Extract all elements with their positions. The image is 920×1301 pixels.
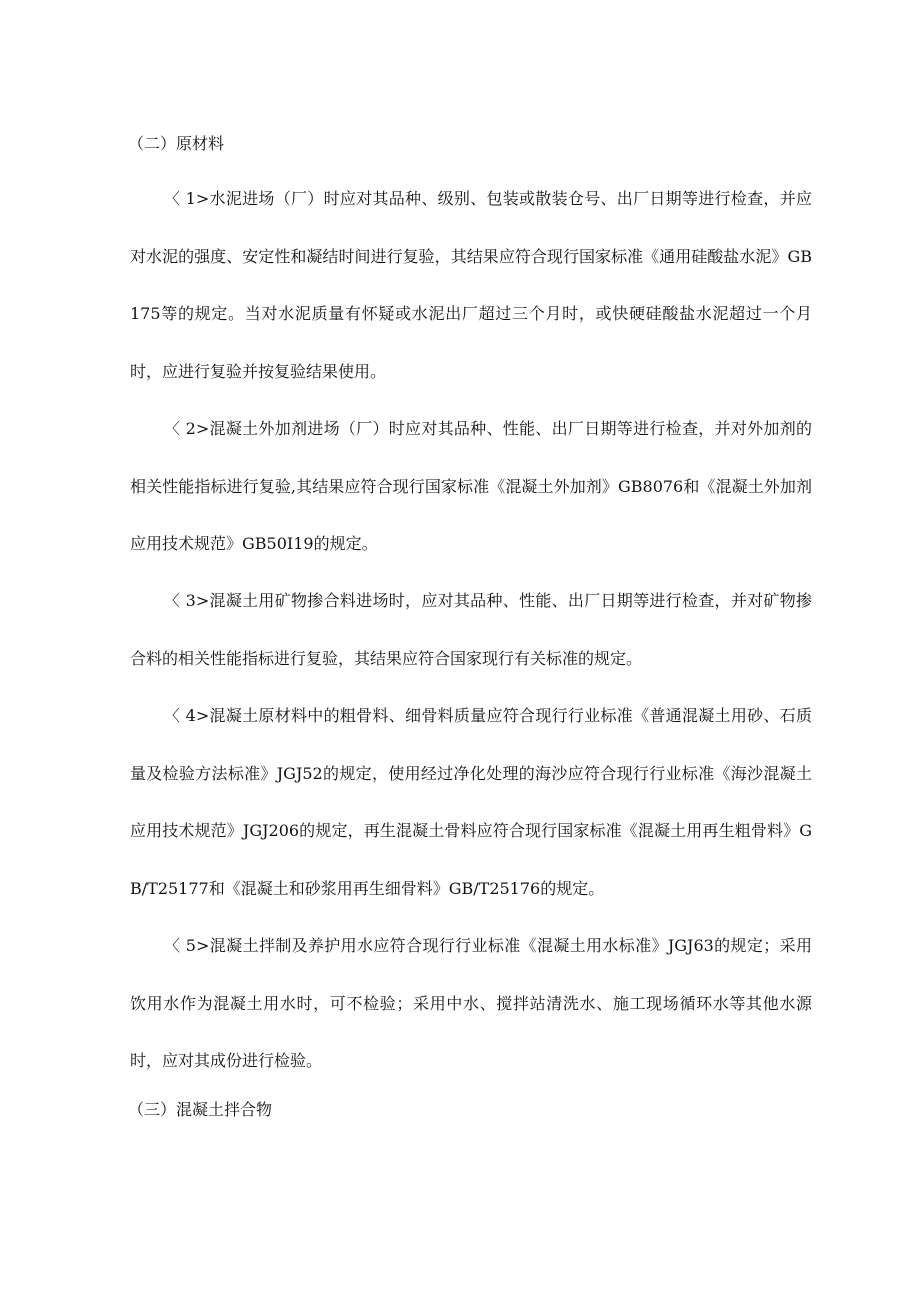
section-heading-concrete-mixture: （三）混凝土拌合物 xyxy=(128,1100,273,1119)
paragraph-item-1-cement: 〈 1>水泥进场（厂）时应对其品种、级别、包装或散装仓号、出厂日期等进行检查，并应对水泥的强度、安定性和凝结时间进行复验，其结果应符合现行国家标准《通用硅酸盐水泥》GB175等的规定。当对水泥质量有怀疑或水泥出厂超过三个月时，或快硬硅酸盐水泥超过一个月时，应进行复验并按复验结果使用。 xyxy=(130,189,812,381)
paragraph-item-4-aggregate: 〈 4>混凝土原材料中的粗骨料、细骨料质量应符合现行行业标准《普通混凝土用砂、石质量及检验方法标准》JGJ52的规定，使用经过净化处理的海沙应符合现行行业标准《海沙混凝土应用技术规范》JGJ206的规定，再生混凝土骨料应符合现行国家标准《混凝土用再生粗骨料》GB/T25177和《混凝土和砂浆用再生细骨料》GB/T25176的规定。 xyxy=(130,706,812,898)
paragraph-item-2-admixture: 〈 2>混凝土外加剂进场（厂）时应对其品种、性能、出厂日期等进行检查，并对外加剂的相关性能指标进行复验,其结果应符合现行国家标准《混凝土外加剂》GB8076和《混凝土外加剂应用技术规范》GB50I19的规定。 xyxy=(130,419,812,553)
paragraph-item-3-mineral-admixture: 〈 3>混凝土用矿物掺合料进场时，应对其品种、性能、出厂日期等进行检查，并对矿物掺合料的相关性能指标进行复验，其结果应符合国家现行有关标准的规定。 xyxy=(130,591,812,668)
paragraph-item-5-water: 〈 5>混凝土拌制及养护用水应符合现行行业标准《混凝土用水标准》JGJ63的规定；采用饮用水作为混凝土用水时，可不检验；采用中水、搅拌站清洗水、施工现场循环水等其他水源时，应对其成份进行检验。 xyxy=(130,936,812,1070)
section-heading-raw-materials: （二）原材料 xyxy=(128,134,225,153)
